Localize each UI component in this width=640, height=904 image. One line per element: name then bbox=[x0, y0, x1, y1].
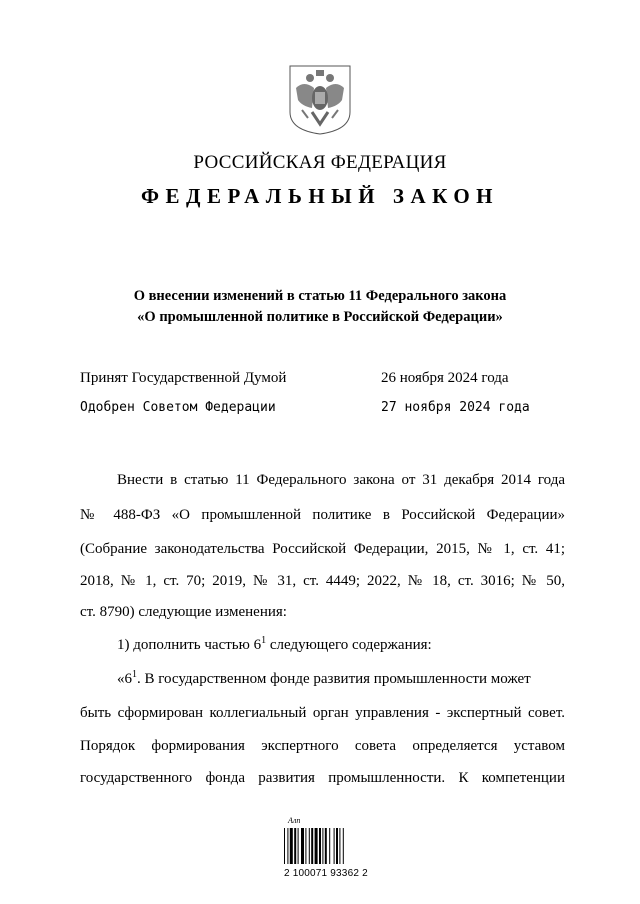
body-line: Внести в статью 11 Федерального закона от 31 декабря 2014 года bbox=[117, 472, 565, 488]
duma-date: 26 ноября 2024 года bbox=[381, 370, 509, 386]
signature-mark: Алп bbox=[288, 816, 301, 825]
body-line: быть сформирован коллегиальный орган управления - экспертный совет. bbox=[80, 705, 565, 721]
subject-line-1: О внесении изменений в статью 11 Федерального закона bbox=[133, 288, 507, 304]
body-line: Порядок формирования экспертного совета определяется уставом bbox=[80, 738, 565, 754]
amendment-item-1: 1) дополнить частью $6^1$ следующего содержания: bbox=[117, 635, 432, 653]
barcode-block bbox=[284, 816, 368, 882]
body-line: № 488-ФЗ «О промышленной политике в Российской Федерации» bbox=[80, 507, 565, 523]
barcode-number: 2 100071 93362 2 bbox=[284, 868, 368, 879]
council-label: Одобрен Советом Федерации bbox=[80, 400, 276, 415]
subject-line-2: «О промышленной политике в Российской Федерации» bbox=[137, 309, 503, 325]
body-line: (Собрание законодательства Российской Федерации, 2015, № 1, ст. 41; bbox=[80, 541, 565, 557]
country-name: РОССИЙСКАЯ ФЕДЕРАЦИЯ bbox=[193, 152, 447, 173]
barcode-icon bbox=[284, 828, 364, 866]
body-line: государственного фонда развития промышленности. К компетенции bbox=[80, 770, 565, 786]
new-part-first-line: «$6^1$. В государственном фонде развития промышленности может bbox=[117, 669, 531, 687]
law-subject bbox=[0, 286, 640, 328]
coat-of-arms-icon bbox=[288, 64, 352, 136]
body-line: ст. 8790) следующие изменения: bbox=[80, 604, 287, 620]
law-title: ФЕДЕРАЛЬНЫЙ ЗАКОН bbox=[141, 184, 499, 208]
council-date: 27 ноября 2024 года bbox=[381, 400, 530, 415]
body-line: 2018, № 1, ст. 70; 2019, № 31, ст. 4449; 2022, № 18, ст. 3016; № 50, bbox=[80, 573, 565, 589]
duma-label: Принят Государственной Думой bbox=[80, 370, 287, 386]
